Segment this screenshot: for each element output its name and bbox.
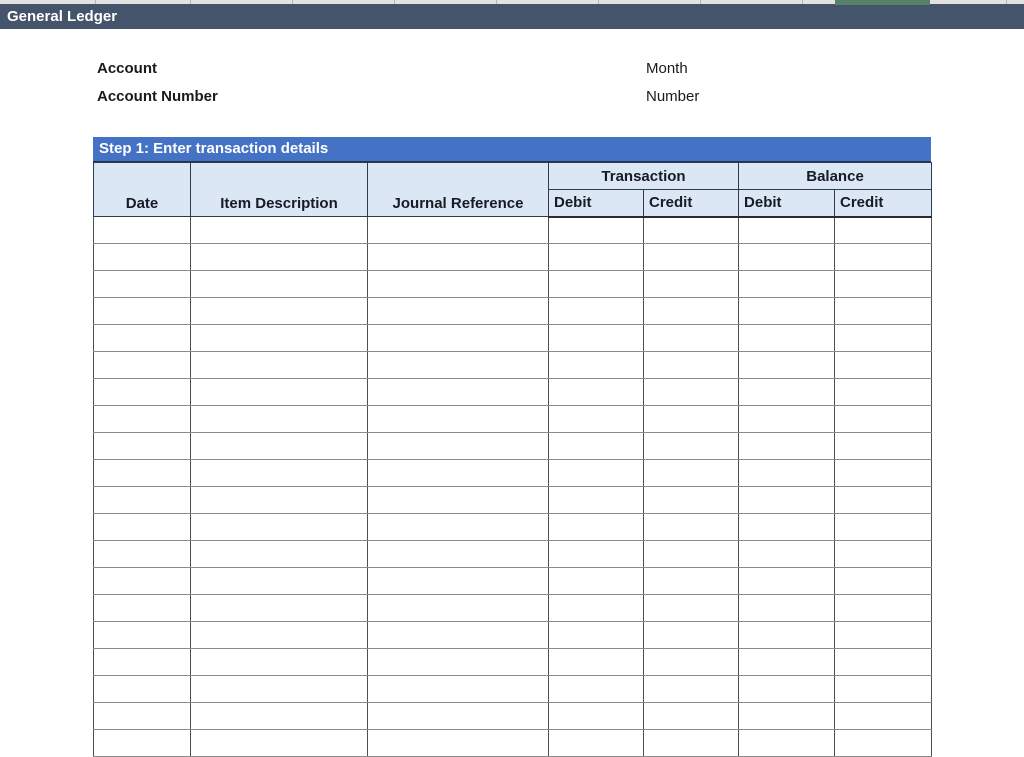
ledger-cell[interactable]	[94, 568, 191, 595]
ledger-cell[interactable]	[368, 433, 549, 460]
ledger-cell[interactable]	[368, 379, 549, 406]
ledger-cell[interactable]	[368, 730, 549, 757]
ledger-cell[interactable]	[368, 271, 549, 298]
ledger-cell[interactable]	[191, 487, 368, 514]
subheader-transaction-debit: Debit	[549, 190, 644, 217]
ledger-cell[interactable]	[644, 487, 739, 514]
ledger-cell[interactable]	[739, 568, 835, 595]
ledger-cell[interactable]	[644, 595, 739, 622]
ledger-cell[interactable]	[191, 325, 368, 352]
ledger-cell[interactable]	[368, 217, 549, 244]
ledger-cell[interactable]	[368, 595, 549, 622]
table-row	[94, 487, 932, 514]
ledger-cell[interactable]	[835, 487, 932, 514]
table-row	[94, 514, 932, 541]
ledger-cell[interactable]	[835, 433, 932, 460]
ledger-cell[interactable]	[368, 460, 549, 487]
ledger-cell[interactable]	[94, 460, 191, 487]
ledger-cell[interactable]	[739, 298, 835, 325]
ledger-cell[interactable]	[549, 568, 644, 595]
ledger-cell[interactable]	[94, 433, 191, 460]
table-row	[94, 649, 932, 676]
page-title: General Ledger	[7, 8, 118, 25]
ledger-cell[interactable]	[549, 622, 644, 649]
ledger-cell[interactable]	[94, 676, 191, 703]
ledger-cell[interactable]	[835, 271, 932, 298]
ledger-cell[interactable]	[835, 595, 932, 622]
ledger-table-section	[93, 137, 931, 757]
ledger-cell[interactable]	[191, 352, 368, 379]
ledger-cell[interactable]	[94, 730, 191, 757]
ledger-cell[interactable]	[94, 244, 191, 271]
ledger-cell[interactable]	[191, 568, 368, 595]
ledger-cell[interactable]	[739, 487, 835, 514]
ledger-cell[interactable]	[191, 622, 368, 649]
ledger-cell[interactable]	[835, 703, 932, 730]
ledger-cell[interactable]	[191, 244, 368, 271]
table-row	[94, 595, 932, 622]
ledger-cell[interactable]	[549, 649, 644, 676]
ledger-cell[interactable]	[368, 703, 549, 730]
ledger-cell[interactable]	[739, 379, 835, 406]
ledger-cell[interactable]	[739, 460, 835, 487]
ledger-cell[interactable]	[835, 649, 932, 676]
ledger-cell[interactable]	[739, 244, 835, 271]
ledger-cell[interactable]	[644, 541, 739, 568]
ledger-cell[interactable]	[368, 514, 549, 541]
ledger-cell[interactable]	[368, 325, 549, 352]
ledger-cell[interactable]	[835, 460, 932, 487]
ledger-cell[interactable]	[94, 352, 191, 379]
ledger-cell[interactable]	[739, 649, 835, 676]
ledger-cell[interactable]	[644, 649, 739, 676]
ledger-cell[interactable]	[549, 487, 644, 514]
account-number-label: Account Number	[97, 88, 218, 105]
ledger-cell[interactable]	[739, 352, 835, 379]
ledger-cell[interactable]	[191, 730, 368, 757]
ledger-cell[interactable]	[368, 649, 549, 676]
ledger-cell[interactable]	[835, 379, 932, 406]
ledger-cell[interactable]	[739, 406, 835, 433]
ledger-cell[interactable]	[644, 433, 739, 460]
ledger-cell[interactable]	[644, 676, 739, 703]
ledger-cell[interactable]	[549, 298, 644, 325]
ledger-cell[interactable]	[644, 406, 739, 433]
ledger-table	[93, 162, 932, 757]
ledger-cell[interactable]	[835, 406, 932, 433]
ledger-cell[interactable]	[191, 460, 368, 487]
ledger-cell[interactable]	[368, 568, 549, 595]
ledger-cell[interactable]	[549, 244, 644, 271]
ledger-cell[interactable]	[644, 271, 739, 298]
ledger-cell[interactable]	[368, 244, 549, 271]
table-row	[94, 703, 932, 730]
ledger-cell[interactable]	[835, 352, 932, 379]
ledger-cell[interactable]	[94, 298, 191, 325]
ledger-cell[interactable]	[549, 406, 644, 433]
subheader-balance-debit: Debit	[739, 190, 835, 217]
ledger-cell[interactable]	[549, 379, 644, 406]
ledger-cell[interactable]	[94, 703, 191, 730]
ledger-cell[interactable]	[739, 217, 835, 244]
table-row	[94, 406, 932, 433]
ledger-cell[interactable]	[94, 622, 191, 649]
ledger-cell[interactable]	[644, 379, 739, 406]
table-row	[94, 379, 932, 406]
ledger-cell[interactable]	[368, 406, 549, 433]
ledger-cell[interactable]	[191, 541, 368, 568]
ledger-cell[interactable]	[835, 676, 932, 703]
ledger-cell[interactable]	[549, 217, 644, 244]
ledger-cell[interactable]	[549, 460, 644, 487]
ledger-cell[interactable]	[835, 568, 932, 595]
ledger-cell[interactable]	[191, 217, 368, 244]
ledger-cell[interactable]	[739, 703, 835, 730]
ledger-cell[interactable]	[739, 730, 835, 757]
number-label: Number	[646, 88, 700, 105]
ledger-cell[interactable]	[368, 352, 549, 379]
ledger-cell[interactable]	[549, 352, 644, 379]
ledger-cell[interactable]	[549, 325, 644, 352]
ledger-cell[interactable]	[94, 514, 191, 541]
month-label: Month	[646, 60, 688, 77]
ledger-cell[interactable]	[739, 622, 835, 649]
group-header-transaction: Transaction	[549, 163, 739, 190]
ledger-cell[interactable]	[94, 271, 191, 298]
table-row	[94, 217, 932, 244]
ledger-cell[interactable]	[644, 703, 739, 730]
ledger-cell[interactable]	[368, 487, 549, 514]
table-row	[94, 541, 932, 568]
ledger-cell[interactable]	[191, 379, 368, 406]
ledger-cell[interactable]	[835, 217, 932, 244]
ledger-cell[interactable]	[94, 217, 191, 244]
ledger-cell[interactable]	[739, 676, 835, 703]
column-header-item-description: Item Description	[191, 163, 368, 217]
ledger-cell[interactable]	[549, 271, 644, 298]
table-row	[94, 460, 932, 487]
ledger-cell[interactable]	[368, 541, 549, 568]
ledger-cell[interactable]	[191, 703, 368, 730]
column-header-journal-reference: Journal Reference	[368, 163, 549, 217]
subheader-transaction-credit: Credit	[644, 190, 739, 217]
ledger-cell[interactable]	[549, 595, 644, 622]
ledger-cell[interactable]	[549, 703, 644, 730]
ledger-cell[interactable]	[644, 730, 739, 757]
ledger-cell[interactable]	[644, 217, 739, 244]
ledger-cell[interactable]	[191, 406, 368, 433]
ledger-cell[interactable]	[835, 244, 932, 271]
ledger-cell[interactable]	[739, 271, 835, 298]
table-row	[94, 244, 932, 271]
ledger-cell[interactable]	[549, 541, 644, 568]
ledger-cell[interactable]	[835, 325, 932, 352]
table-row	[94, 568, 932, 595]
table-row	[94, 622, 932, 649]
ledger-cell[interactable]	[644, 460, 739, 487]
worksheet-title-bar	[0, 4, 1024, 29]
ledger-cell[interactable]	[94, 649, 191, 676]
ledger-cell[interactable]	[835, 541, 932, 568]
ledger-cell[interactable]	[644, 514, 739, 541]
step1-banner: Step 1: Enter transaction details	[93, 137, 931, 162]
ledger-cell[interactable]	[549, 433, 644, 460]
ledger-cell[interactable]	[191, 649, 368, 676]
ledger-cell[interactable]	[644, 298, 739, 325]
ledger-cell[interactable]	[835, 298, 932, 325]
table-row	[94, 676, 932, 703]
ledger-cell[interactable]	[549, 514, 644, 541]
ledger-cell[interactable]	[739, 433, 835, 460]
table-row	[94, 730, 932, 757]
ledger-cell[interactable]	[835, 622, 932, 649]
ledger-cell[interactable]	[739, 541, 835, 568]
ledger-cell[interactable]	[835, 514, 932, 541]
subheader-balance-credit: Credit	[835, 190, 932, 217]
ledger-cell[interactable]	[191, 271, 368, 298]
ledger-cell[interactable]	[549, 730, 644, 757]
table-row	[94, 271, 932, 298]
ledger-cell[interactable]	[739, 595, 835, 622]
ledger-cell[interactable]	[368, 298, 549, 325]
ledger-cell[interactable]	[94, 541, 191, 568]
ledger-cell[interactable]	[368, 676, 549, 703]
ledger-cell[interactable]	[94, 406, 191, 433]
column-header-date: Date	[94, 163, 191, 217]
sheet-tab-green-sliver	[835, 0, 930, 5]
ledger-cell[interactable]	[644, 244, 739, 271]
ledger-cell[interactable]	[644, 352, 739, 379]
ledger-cell[interactable]	[94, 595, 191, 622]
ledger-cell[interactable]	[191, 298, 368, 325]
ledger-cell[interactable]	[94, 487, 191, 514]
ledger-cell[interactable]	[191, 514, 368, 541]
ledger-cell[interactable]	[644, 325, 739, 352]
table-row	[94, 298, 932, 325]
ledger-cell[interactable]	[835, 730, 932, 757]
table-row	[94, 352, 932, 379]
table-row	[94, 433, 932, 460]
table-row	[94, 325, 932, 352]
ledger-cell[interactable]	[739, 514, 835, 541]
ledger-cell[interactable]	[191, 595, 368, 622]
ledger-cell[interactable]	[644, 568, 739, 595]
ledger-cell[interactable]	[94, 325, 191, 352]
ledger-cell[interactable]	[644, 622, 739, 649]
ledger-cell[interactable]	[368, 622, 549, 649]
ledger-cell[interactable]	[191, 433, 368, 460]
ledger-cell[interactable]	[191, 676, 368, 703]
group-header-balance: Balance	[739, 163, 932, 190]
ledger-cell[interactable]	[549, 676, 644, 703]
ledger-cell[interactable]	[739, 325, 835, 352]
ledger-cell[interactable]	[94, 379, 191, 406]
account-label: Account	[97, 60, 157, 77]
